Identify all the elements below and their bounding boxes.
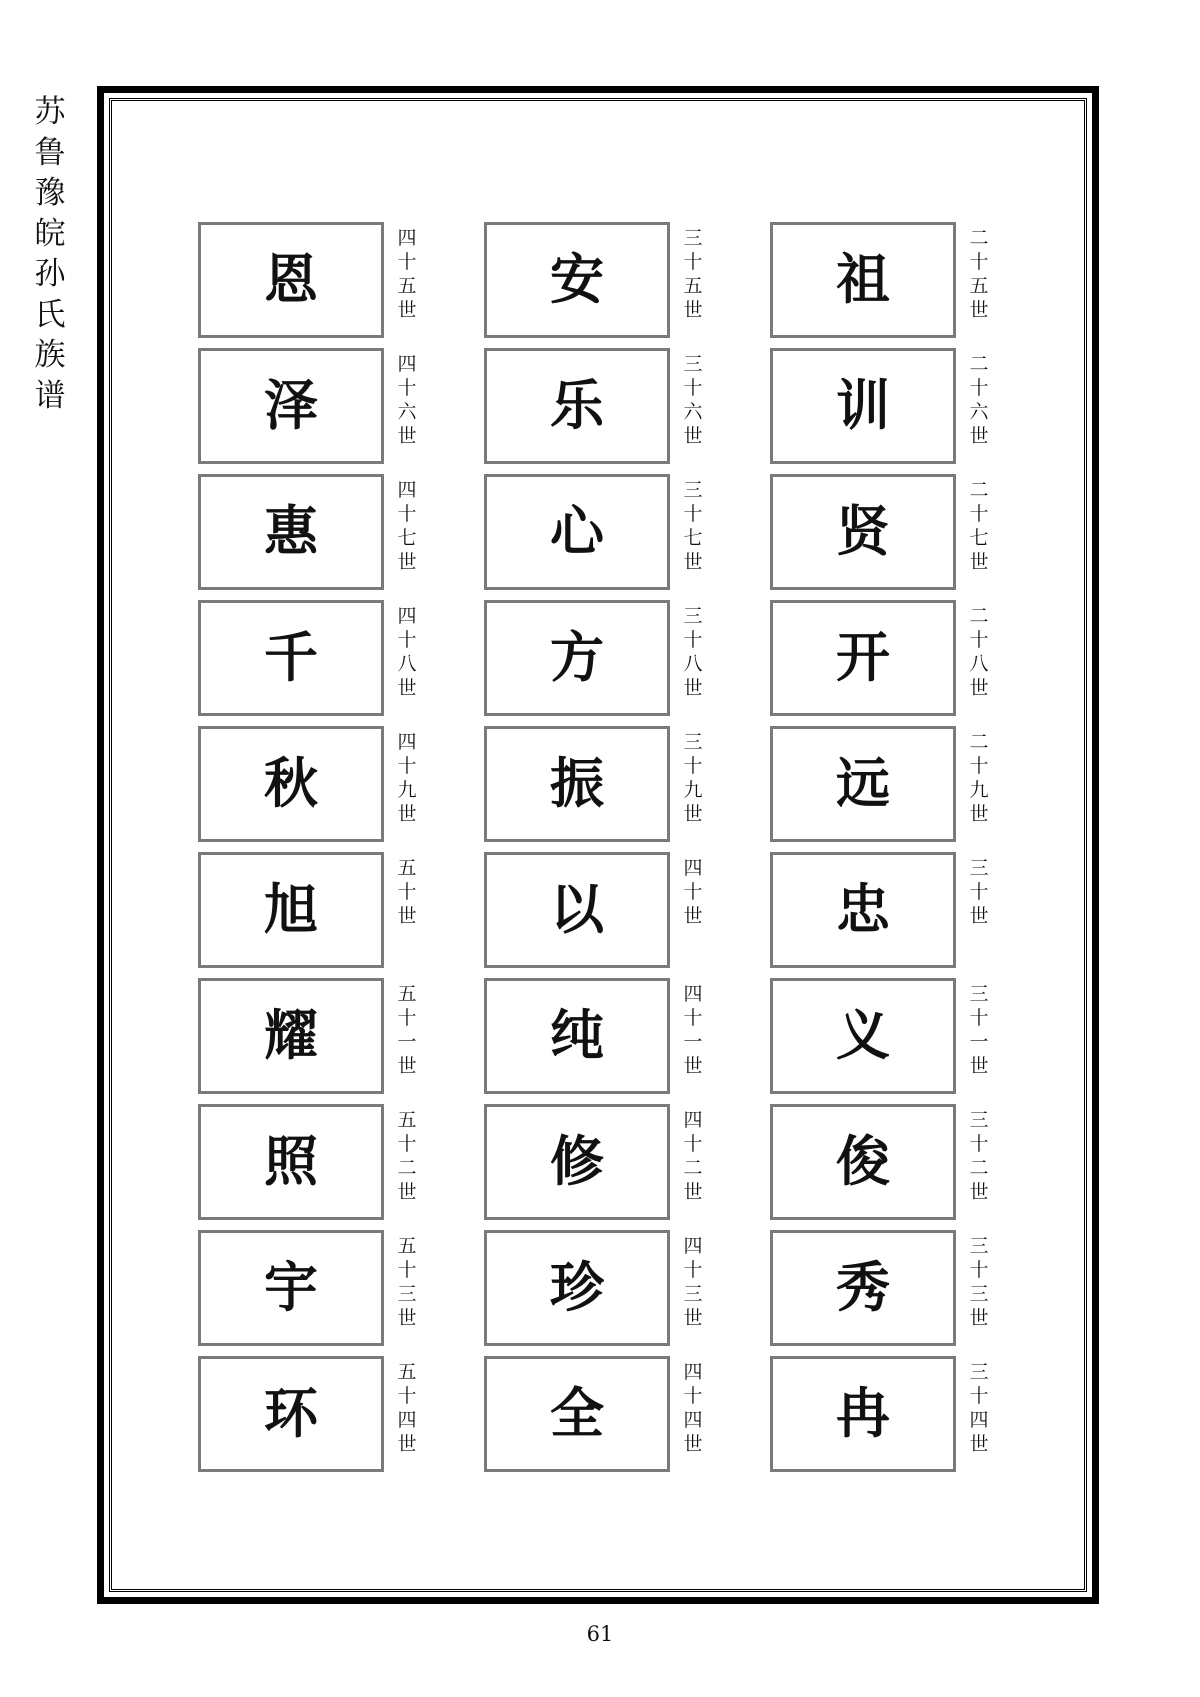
name-box xyxy=(770,222,956,338)
generation-label-char: 八 xyxy=(683,653,703,675)
generation-label xyxy=(966,478,992,574)
generation-label-char: 三 xyxy=(969,1283,989,1305)
name-box xyxy=(484,726,670,842)
generation-row xyxy=(484,1230,716,1348)
generation-name-char: 修 xyxy=(550,1130,604,1193)
generation-name-char: 纯 xyxy=(550,1004,604,1067)
generation-label-char: 四 xyxy=(683,1361,703,1383)
generation-label-char: 四 xyxy=(683,1235,703,1257)
generation-name-char: 安 xyxy=(550,248,604,311)
generation-label-char: 世 xyxy=(397,425,417,447)
generation-row xyxy=(770,978,1002,1096)
generation-name-char: 训 xyxy=(836,374,890,437)
generation-label-char: 六 xyxy=(397,401,417,423)
generation-label-char: 世 xyxy=(397,299,417,321)
generation-label-char: 十 xyxy=(397,503,417,525)
generation-label xyxy=(966,982,992,1078)
generation-row xyxy=(198,1356,430,1474)
generation-label-char: 世 xyxy=(397,1055,417,1077)
name-box xyxy=(484,978,670,1094)
generation-label-char: 十 xyxy=(397,1259,417,1281)
generation-row xyxy=(198,600,430,718)
generation-label-char: 五 xyxy=(397,983,417,1005)
generation-label-char: 世 xyxy=(683,425,703,447)
generation-name-char: 义 xyxy=(836,1004,890,1067)
generation-label xyxy=(966,1108,992,1204)
generation-row xyxy=(484,600,716,718)
generation-row xyxy=(770,1356,1002,1474)
side-title-char: 氏 xyxy=(34,296,66,333)
generation-label-char: 四 xyxy=(397,227,417,249)
generation-name-char: 方 xyxy=(550,626,604,689)
generation-label xyxy=(966,1360,992,1456)
name-box xyxy=(484,222,670,338)
side-title-char: 鲁 xyxy=(34,134,66,171)
generation-row xyxy=(484,978,716,1096)
generation-label-char: 四 xyxy=(397,1409,417,1431)
generation-label-char: 十 xyxy=(683,755,703,777)
generation-row xyxy=(770,348,1002,466)
name-box xyxy=(198,348,384,464)
name-box xyxy=(484,1230,670,1346)
generation-label xyxy=(394,1360,420,1456)
generation-label-char: 四 xyxy=(683,857,703,879)
generation-label-char: 十 xyxy=(683,377,703,399)
name-box xyxy=(198,1104,384,1220)
generation-label-char: 世 xyxy=(683,1433,703,1455)
generation-row xyxy=(198,222,430,340)
generation-label xyxy=(394,856,420,928)
side-title-char: 族 xyxy=(34,337,66,373)
generation-row xyxy=(198,348,430,466)
generation-label-char: 十 xyxy=(969,1133,989,1155)
generation-label-char: 十 xyxy=(969,1007,989,1029)
generation-label-char: 七 xyxy=(683,527,703,549)
generation-label-char: 十 xyxy=(397,755,417,777)
generation-label xyxy=(394,1234,420,1330)
generation-label-char: 九 xyxy=(683,779,703,801)
generation-label-char: 十 xyxy=(397,629,417,651)
generation-label-char: 二 xyxy=(397,1157,417,1179)
generation-label xyxy=(680,1234,706,1330)
name-box xyxy=(198,600,384,716)
generation-label-char: 十 xyxy=(969,1385,989,1407)
generation-column-1 xyxy=(770,222,1002,1482)
side-title-char: 苏 xyxy=(34,94,66,130)
generation-label-char: 三 xyxy=(683,227,703,249)
generation-label-char: 十 xyxy=(683,503,703,525)
name-box xyxy=(770,852,956,968)
generation-label-char: 五 xyxy=(397,1109,417,1131)
generation-label-char: 十 xyxy=(969,1259,989,1281)
generation-label-char: 世 xyxy=(969,425,989,447)
generation-name-char: 泽 xyxy=(264,374,318,437)
generation-label-char: 九 xyxy=(397,779,417,801)
generation-label-char: 三 xyxy=(969,983,989,1005)
generation-label xyxy=(966,352,992,448)
generation-name-char: 乐 xyxy=(550,374,604,437)
generation-label xyxy=(966,856,992,928)
generation-label-char: 五 xyxy=(683,275,703,297)
generation-label-char: 四 xyxy=(397,479,417,501)
side-title-char: 孙 xyxy=(34,256,66,292)
side-title-char: 豫 xyxy=(34,175,66,211)
generation-name-char: 旭 xyxy=(264,878,318,941)
name-box xyxy=(770,600,956,716)
generation-label-char: 十 xyxy=(397,1133,417,1155)
generation-label xyxy=(394,226,420,322)
generation-label-char: 八 xyxy=(397,653,417,675)
generation-label xyxy=(966,226,992,322)
name-box xyxy=(484,348,670,464)
generation-label-char: 十 xyxy=(969,377,989,399)
generation-label xyxy=(394,982,420,1078)
generation-row xyxy=(484,726,716,844)
generation-label-char: 二 xyxy=(969,353,989,375)
generation-row xyxy=(198,726,430,844)
generation-name-char: 全 xyxy=(550,1382,604,1445)
generation-label xyxy=(966,604,992,700)
generation-label-char: 世 xyxy=(969,1181,989,1203)
generation-label-char: 世 xyxy=(969,551,989,573)
generation-label xyxy=(680,730,706,826)
name-box xyxy=(198,474,384,590)
generation-name-char: 惠 xyxy=(264,500,318,563)
generation-label-char: 十 xyxy=(397,1007,417,1029)
generation-name-char: 以 xyxy=(550,878,604,941)
name-box xyxy=(484,1104,670,1220)
generation-name-char: 秋 xyxy=(264,752,318,815)
generation-row xyxy=(198,1104,430,1222)
generation-label-char: 二 xyxy=(969,731,989,753)
generation-name-char: 照 xyxy=(264,1130,318,1193)
generation-label xyxy=(680,352,706,448)
name-box xyxy=(198,726,384,842)
generation-label xyxy=(966,1234,992,1330)
generation-label-char: 五 xyxy=(969,275,989,297)
generation-label xyxy=(966,730,992,826)
generation-label-char: 世 xyxy=(683,1181,703,1203)
generation-label-char: 世 xyxy=(397,803,417,825)
generation-label-char: 十 xyxy=(969,755,989,777)
generation-label-char: 世 xyxy=(969,905,989,927)
generation-label xyxy=(680,1360,706,1456)
generation-label-char: 十 xyxy=(397,377,417,399)
generation-column-2 xyxy=(484,222,716,1482)
generation-row xyxy=(484,1104,716,1222)
generation-label xyxy=(680,604,706,700)
name-box xyxy=(198,852,384,968)
generation-row xyxy=(484,348,716,466)
generation-label-char: 一 xyxy=(397,1031,417,1053)
name-box xyxy=(770,1356,956,1472)
generation-label-char: 六 xyxy=(969,401,989,423)
name-box xyxy=(770,1104,956,1220)
generation-label-char: 世 xyxy=(969,1307,989,1329)
name-box xyxy=(484,1356,670,1472)
generation-label xyxy=(394,730,420,826)
name-box xyxy=(198,978,384,1094)
generation-label-char: 九 xyxy=(969,779,989,801)
name-box xyxy=(198,1230,384,1346)
generation-label-char: 五 xyxy=(397,857,417,879)
generation-label-char: 四 xyxy=(683,1109,703,1131)
name-box xyxy=(484,474,670,590)
generation-name-char: 俊 xyxy=(836,1130,890,1193)
generation-label-char: 世 xyxy=(397,677,417,699)
generation-label xyxy=(394,1108,420,1204)
generation-label-char: 二 xyxy=(969,227,989,249)
generation-label-char: 十 xyxy=(683,629,703,651)
generation-label-char: 四 xyxy=(397,731,417,753)
generation-label-char: 十 xyxy=(683,1385,703,1407)
generation-label-char: 世 xyxy=(683,677,703,699)
generation-label-char: 世 xyxy=(969,677,989,699)
name-box xyxy=(484,600,670,716)
generation-label-char: 七 xyxy=(397,527,417,549)
name-box xyxy=(484,852,670,968)
generation-label xyxy=(394,604,420,700)
generation-row xyxy=(770,1230,1002,1348)
generation-row xyxy=(770,474,1002,592)
generation-label-char: 四 xyxy=(397,605,417,627)
generation-label xyxy=(680,478,706,574)
name-box xyxy=(198,1356,384,1472)
generation-row xyxy=(198,474,430,592)
generation-label-char: 世 xyxy=(683,803,703,825)
generation-label-char: 一 xyxy=(683,1031,703,1053)
generation-name-char: 忠 xyxy=(836,878,890,941)
generation-label-char: 世 xyxy=(397,551,417,573)
generation-label xyxy=(680,856,706,928)
generation-label-char: 三 xyxy=(397,1283,417,1305)
generation-label-char: 世 xyxy=(969,1055,989,1077)
generation-label-char: 八 xyxy=(969,653,989,675)
generation-name-char: 宇 xyxy=(264,1256,318,1319)
generation-label-char: 四 xyxy=(397,353,417,375)
side-title xyxy=(22,92,78,416)
generation-name-char: 恩 xyxy=(264,248,318,311)
page-number: 61 xyxy=(586,1622,614,1646)
generation-row xyxy=(198,852,430,970)
generation-row xyxy=(484,1356,716,1474)
generation-label-char: 三 xyxy=(969,1235,989,1257)
name-box xyxy=(770,978,956,1094)
generation-name-char: 耀 xyxy=(264,1004,318,1067)
generation-label-char: 世 xyxy=(683,905,703,927)
name-box xyxy=(770,1230,956,1346)
generation-name-char: 贤 xyxy=(836,500,890,563)
generation-label-char: 世 xyxy=(969,803,989,825)
generation-label-char: 四 xyxy=(969,1409,989,1431)
generation-row xyxy=(770,222,1002,340)
generation-label-char: 三 xyxy=(683,1283,703,1305)
generation-label-char: 三 xyxy=(969,1361,989,1383)
generation-label-char: 十 xyxy=(969,629,989,651)
generation-label-char: 三 xyxy=(683,479,703,501)
generation-label-char: 世 xyxy=(397,1307,417,1329)
generation-label-char: 世 xyxy=(683,551,703,573)
side-title-char: 皖 xyxy=(34,215,66,252)
generation-name-char: 振 xyxy=(550,752,604,815)
generation-label-char: 二 xyxy=(969,605,989,627)
generation-label-char: 世 xyxy=(683,1307,703,1329)
generation-label xyxy=(680,982,706,1078)
generation-row xyxy=(198,1230,430,1348)
generation-label-char: 五 xyxy=(397,1235,417,1257)
generation-label-char: 三 xyxy=(683,605,703,627)
name-box xyxy=(198,222,384,338)
side-title-char: 谱 xyxy=(34,377,66,414)
generation-name-char: 环 xyxy=(264,1382,318,1445)
generation-label-char: 十 xyxy=(397,1385,417,1407)
generation-label-char: 二 xyxy=(969,479,989,501)
generation-label-char: 三 xyxy=(683,353,703,375)
generation-label-char: 十 xyxy=(969,251,989,273)
generation-label-char: 十 xyxy=(683,1007,703,1029)
generation-label-char: 六 xyxy=(683,401,703,423)
name-box xyxy=(770,348,956,464)
generation-row xyxy=(484,474,716,592)
generation-label-char: 世 xyxy=(683,1055,703,1077)
generation-name-char: 开 xyxy=(836,626,890,689)
generation-label-char: 十 xyxy=(683,1259,703,1281)
generation-label-char: 世 xyxy=(683,299,703,321)
generation-label-char: 十 xyxy=(397,251,417,273)
generation-label-char: 十 xyxy=(683,881,703,903)
generation-row xyxy=(770,1104,1002,1222)
generation-label-char: 四 xyxy=(683,983,703,1005)
generation-label-char: 三 xyxy=(969,857,989,879)
generation-name-char: 心 xyxy=(550,500,604,563)
generation-label-char: 世 xyxy=(397,1181,417,1203)
generation-label-char: 七 xyxy=(969,527,989,549)
generation-name-char: 祖 xyxy=(836,248,890,311)
generation-row xyxy=(770,852,1002,970)
generation-label xyxy=(394,478,420,574)
generation-label-char: 十 xyxy=(683,251,703,273)
generation-label-char: 五 xyxy=(397,1361,417,1383)
generation-label-char: 一 xyxy=(969,1031,989,1053)
generation-label-char: 十 xyxy=(397,881,417,903)
generation-label-char: 十 xyxy=(969,881,989,903)
generation-label-char: 世 xyxy=(969,1433,989,1455)
generation-row xyxy=(198,978,430,1096)
generation-label-char: 十 xyxy=(969,503,989,525)
generation-column-3 xyxy=(198,222,430,1482)
generation-name-char: 千 xyxy=(264,626,318,689)
generation-label xyxy=(680,1108,706,1204)
generation-row xyxy=(770,726,1002,844)
generation-label-char: 世 xyxy=(969,299,989,321)
generation-label-char: 二 xyxy=(683,1157,703,1179)
generation-label-char: 三 xyxy=(683,731,703,753)
generation-name-char: 秀 xyxy=(836,1256,890,1319)
generation-name-char: 珍 xyxy=(550,1256,604,1319)
generation-name-char: 远 xyxy=(836,752,890,815)
generation-name-char: 冉 xyxy=(836,1382,890,1445)
generation-row xyxy=(484,852,716,970)
generation-label-char: 五 xyxy=(397,275,417,297)
generation-label-char: 二 xyxy=(969,1157,989,1179)
generation-row xyxy=(484,222,716,340)
generation-label-char: 三 xyxy=(969,1109,989,1131)
generation-label xyxy=(680,226,706,322)
generation-label-char: 世 xyxy=(397,1433,417,1455)
generation-label-char: 四 xyxy=(683,1409,703,1431)
generation-label-char: 十 xyxy=(683,1133,703,1155)
generation-label xyxy=(394,352,420,448)
generation-row xyxy=(770,600,1002,718)
name-box xyxy=(770,474,956,590)
name-box xyxy=(770,726,956,842)
generation-label-char: 世 xyxy=(397,905,417,927)
